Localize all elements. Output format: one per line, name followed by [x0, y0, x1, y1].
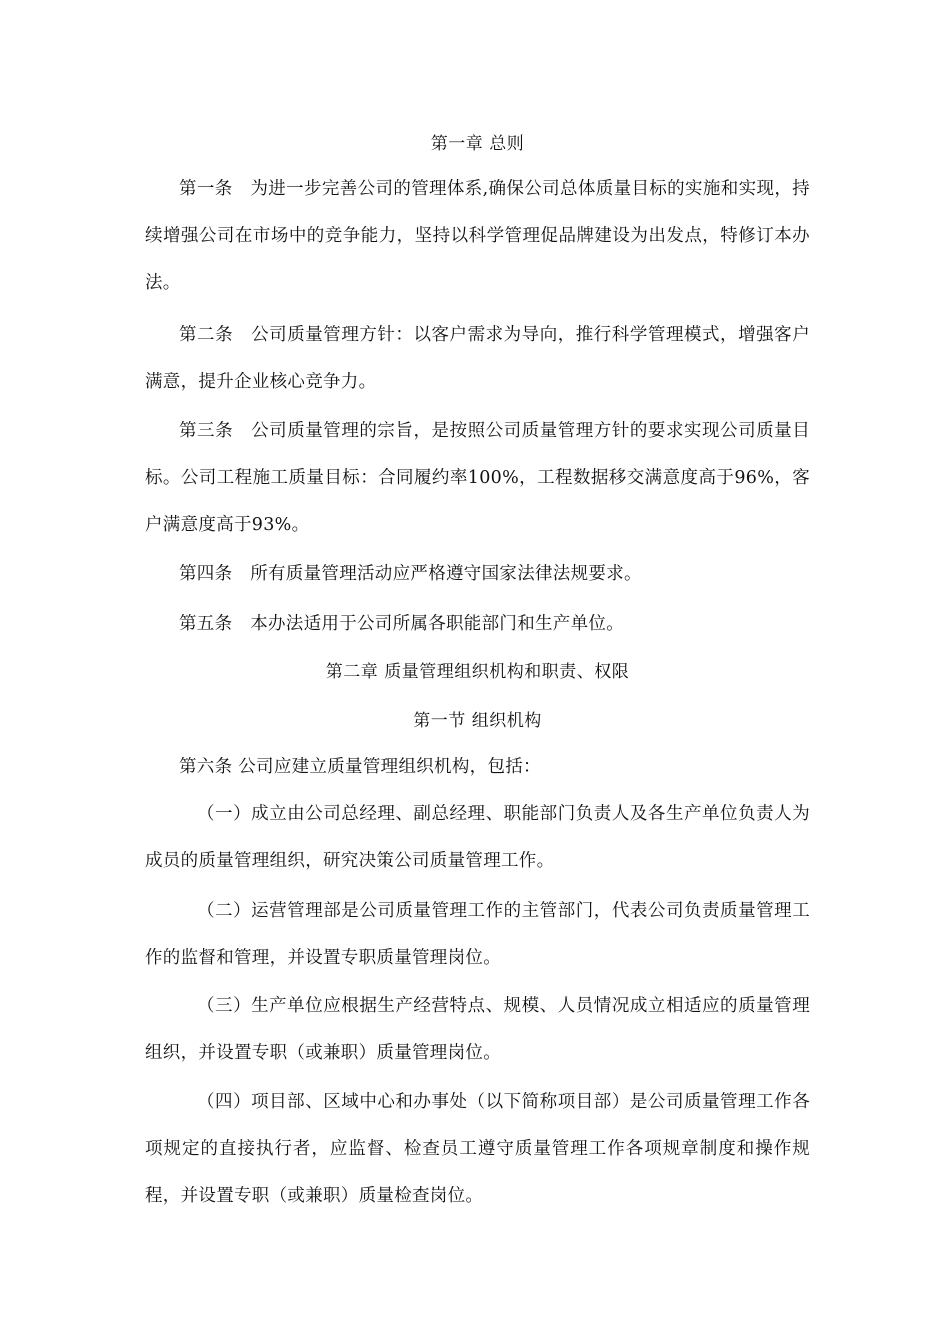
section-1-title: 第一节 组织机构: [413, 711, 542, 731]
chapter-2-title: 第二章 质量管理组织机构和职责、权限: [325, 662, 630, 682]
article-1: 第一条 为进一步完善公司的管理体系,确保公司总体质量目标的实施和实现，持续增强公司在市场中的竞争能力，坚持以科学管理促品牌建设为出发点，特修订本办法。: [145, 179, 810, 293]
article-6-item-2: （二）运营管理部是公司质量管理工作的主管部门，代表公司负责质量管理工作的监督和管理，并设置专职质量管理岗位。: [145, 901, 810, 968]
article-6-item-4: （四）项目部、区域中心和办事处（以下简称项目部）是公司质量管理工作各项规定的直接执行者，应监督、检查员工遵守质量管理工作各项规章制度和操作规程，并设置专职（或兼职）质量检查岗位。: [145, 1092, 810, 1206]
article-3: 第三条 公司质量管理的宗旨，是按照公司质量管理方针的要求实现公司质量目标。公司工程施工质量目标：合同履约率100%，工程数据移交满意度高于96%，客户满意度高于93%。: [145, 421, 810, 535]
article-6: 第六条 公司应建立质量管理组织机构，包括：: [179, 757, 541, 777]
article-5: 第五条 本办法适用于公司所属各职能部门和生产单位。: [179, 614, 624, 634]
chapter-1-title: 第一章 总则: [430, 134, 525, 154]
article-2: 第二条 公司质量管理方针：以客户需求为导向，推行科学管理模式，增强客户满意，提升企业核心竞争力。: [145, 325, 810, 392]
article-4: 第四条 所有质量管理活动应严格遵守国家法律法规要求。: [179, 564, 642, 584]
article-6-item-1: （一）成立由公司总经理、副总经理、职能部门负责人及各生产单位负责人为成员的质量管理组织，研究决策公司质量管理工作。: [145, 804, 810, 871]
article-6-item-3: （三）生产单位应根据生产经营特点、规模、人员情况成立相适应的质量管理组织，并设置专职（或兼职）质量管理岗位。: [145, 996, 810, 1063]
